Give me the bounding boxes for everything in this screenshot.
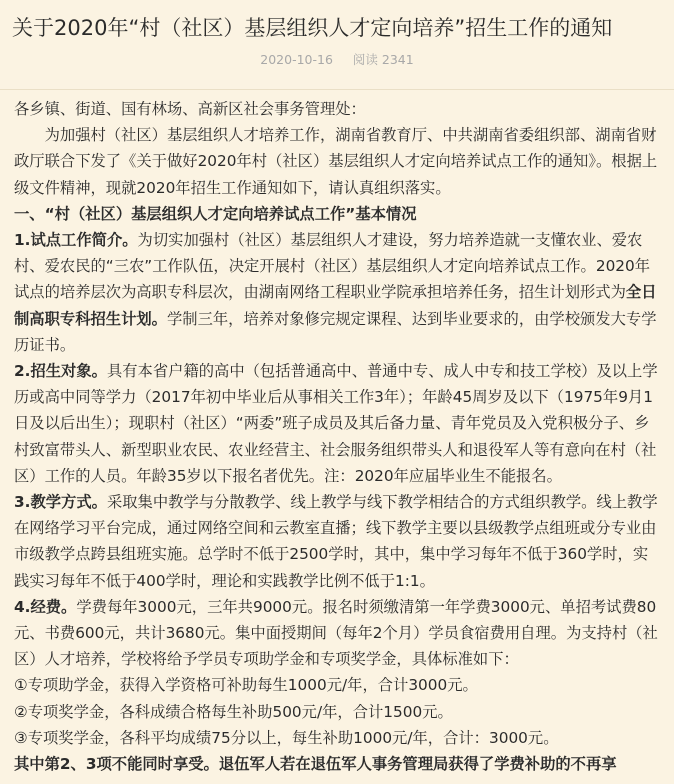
- paragraph-4-lead: 4.经费。: [14, 597, 77, 616]
- paragraph-4-text: 学费每年3000元，三年共9000元。报名时须缴清第一年学费3000元、单招考试费80元、书费600元，共计3680元。集中面授期间（每年2个月）学员食宿费用自理。为支持村（社区）人才培养，学校将给予学员专项助学金和专项奖学金，具体标准如下：: [14, 597, 658, 669]
- paragraph-2-lead: 2.招生对象。: [14, 362, 107, 381]
- paragraph-2: [14, 358, 660, 489]
- paragraph-3: [14, 489, 660, 594]
- paragraph-1-text-a: 为切实加强村（社区）基层组织人才建设，努力培养造就一支懂农业、爱农村、爱农民的“三农”工作队伍，决定开展村（社区）基层组织人才定向培养试点工作。2020年试点的培养层次为高职专科层次，由湖南网络工程职业学院承担培养任务，招生计划形式为: [14, 231, 651, 302]
- read-count: 阅读 2341: [352, 52, 414, 67]
- paragraph-2-text: 具有本省户籍的高中（包括普通高中、普通中专、成人中专和技工学校）及以上学历或高中同等学力（2017年初中毕业后从事相关工作3年）；年龄45周岁及以下（1975年9月1日及以后出生）；现职村（社区）“两委”班子成员及其后备力量、青年党员及入党积极分子、乡村致富带头人、新型职业农民、农业经营主、社会服务组织带头人和退役军人等有意向在村（社区）工作的人员。年龄35岁以下报名者优先。注：2020年应届毕业生不能报名。: [14, 362, 658, 485]
- paragraph-3-text: 采取集中教学与分散教学、线上教学与线下教学相结合的方式组织教学。线上教学在网络学习平台完成，通过网络空间和云教室直播；线下教学主要以县级教学点组班或分专业由市级教学点跨县组班实施。总学时不低于2500学时，其中，集中学习每年不低于360学时，实践实习每年不低于400学时，理论和实践教学比例不低于1:1。: [14, 493, 658, 590]
- article-meta: [0, 51, 674, 69]
- section-1-heading: 一、“村（社区）基层组织人才定向培养试点工作”基本情况: [14, 204, 417, 223]
- list-item-3: ③专项奖学金，各科平均成绩75分以上，每生补助1000元/年，合计：3000元。: [14, 728, 559, 747]
- paragraph-4: [14, 594, 660, 673]
- publish-date: 2020-10-16: [260, 52, 333, 67]
- paragraph-3-lead: 3.教学方式。: [14, 493, 107, 512]
- intro-paragraph: 为加强村（社区）基层组织人才培养工作，湖南省教育厅、中共湖南省委组织部、湖南省财政厅联合下发了《关于做好2020年村（社区）基层组织人才定向培养试点工作的通知》。根据上级文件精神，现就2020年招生工作通知如下，请认真组织落实。: [14, 126, 658, 197]
- list-item-1: ①专项助学金，获得入学资格可补助每生1000元/年，合计3000元。: [14, 676, 478, 695]
- list-item-2: ②专项奖学金，各科成绩合格每生补助500元/年，合计1500元。: [14, 702, 453, 721]
- article-title: 关于2020年“村（社区）基层组织人才定向培养”招生工作的通知: [12, 16, 613, 40]
- paragraph-1: [14, 227, 660, 358]
- paragraph-1-bold: 全日制高职专科招生计划。: [14, 283, 657, 328]
- paragraph-1-lead: 1.试点工作简介。: [14, 231, 138, 250]
- paragraph-1-text-b: 学制三年，培养对象修完规定课程、达到毕业要求的，由学校颁发大专学历证书。: [14, 309, 657, 354]
- final-bold-note: 其中第2、3项不能同时享受。退伍军人若在退伍军人事务管理局获得了学费补助的不再享: [14, 755, 617, 774]
- article-body: [0, 90, 674, 777]
- salutation: 各乡镇、街道、国有林场、高新区社会事务管理处：: [14, 100, 366, 118]
